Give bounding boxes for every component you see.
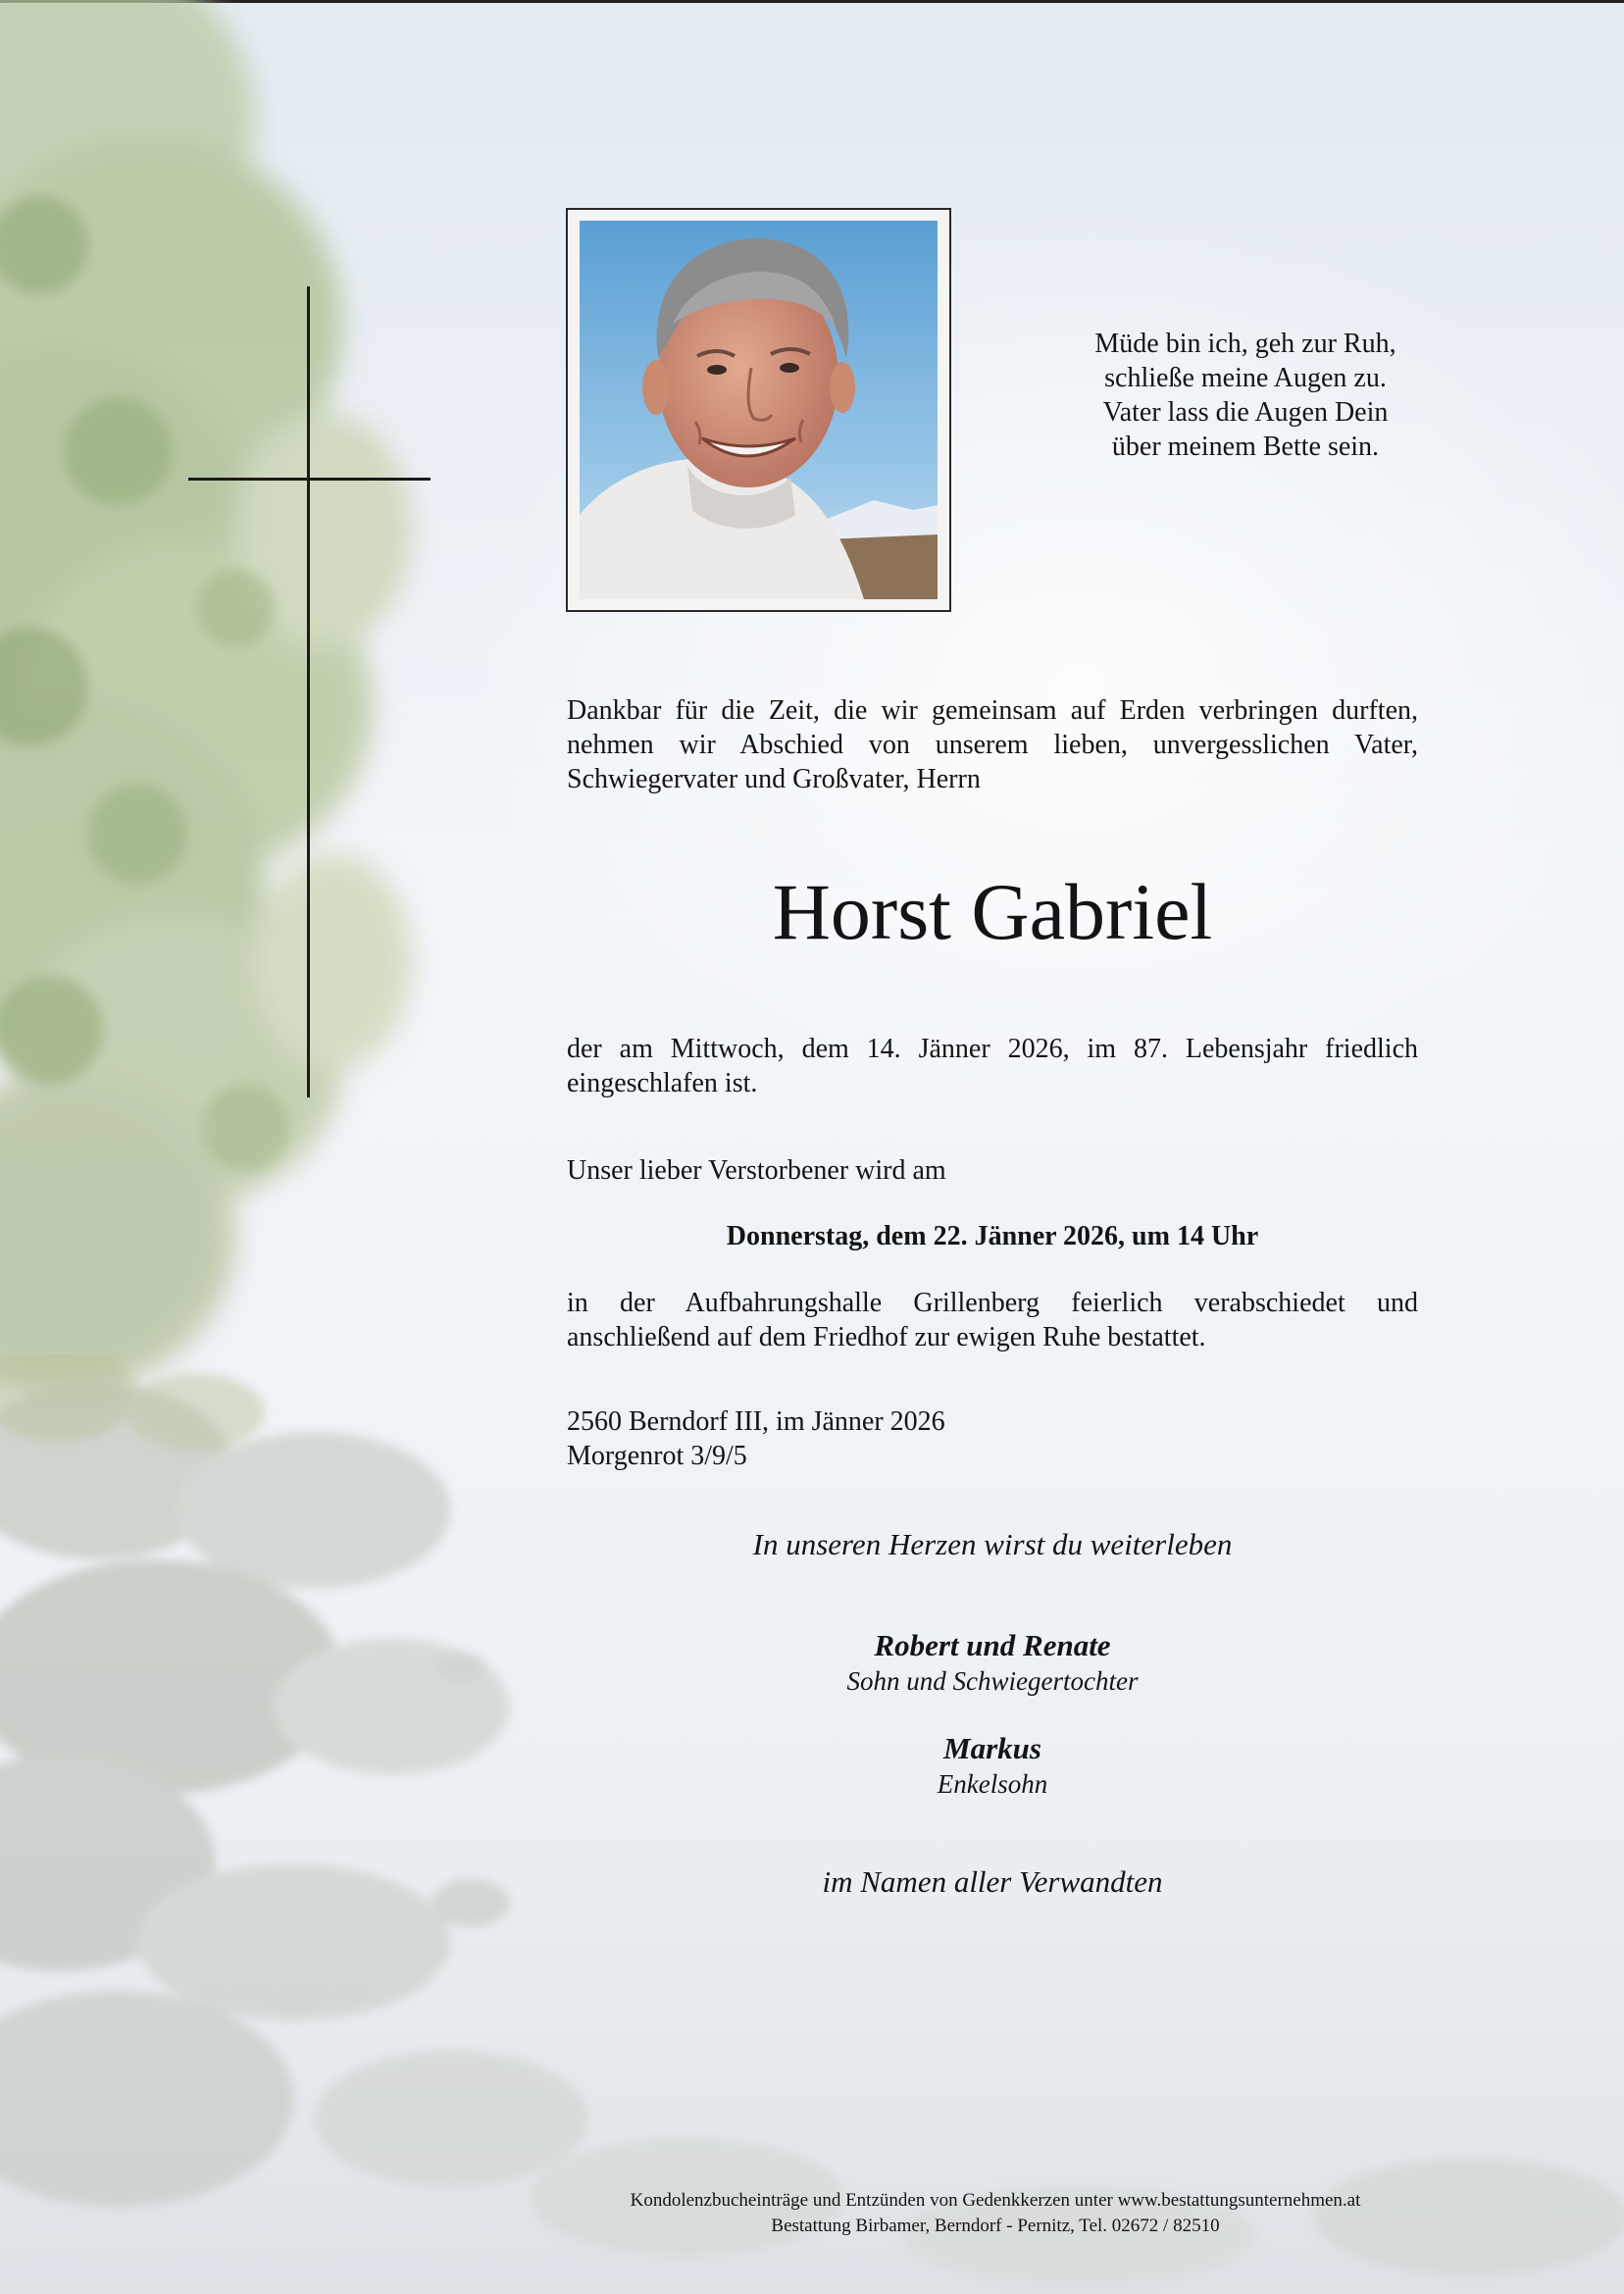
motto: In unseren Herzen wirst du weiterleben	[752, 1527, 1233, 1561]
mourner-relation: Sohn und Schwiegertochter	[846, 1666, 1139, 1696]
intro-line: Dankbar für die Zeit, die wir gemeinsam auf Erden verbringen durften,	[567, 695, 1418, 726]
funeral-home-line: Bestattung Birbamer, Berndorf - Pernitz, Tel. 02672 / 82510	[771, 2216, 1220, 2236]
tree-background-image	[0, 0, 549, 1471]
footer	[530, 2188, 1461, 2239]
place-date-line: 2560 Berndorf III, im Jänner 2026	[567, 1406, 945, 1437]
poem-line: über meinem Bette sein.	[1111, 432, 1380, 462]
funeral-datetime: Donnerstag, dem 22. Jänner 2026, um 14 Uhr	[726, 1221, 1259, 1251]
poem-line: Vater lass die Augen Dein	[1102, 397, 1389, 428]
deceased-name: Horst Gabriel	[772, 867, 1213, 956]
intro-line: Schwiegervater und Großvater, Herrn	[567, 764, 981, 794]
cross-horizontal-bar	[188, 478, 431, 481]
mourner-name: Markus	[943, 1731, 1041, 1765]
transfer-text: Unser lieber Verstorbener wird am	[567, 1155, 946, 1186]
poem-line: Müde bin ich, geh zur Ruh,	[1094, 329, 1396, 359]
place-and-date	[567, 1404, 1418, 1473]
death-notice-line: der am Mittwoch, dem 14. Jänner 2026, im 87. Lebensjahr friedlich	[567, 1034, 1418, 1064]
ceremony-line: anschließend auf dem Friedhof zur ewigen Ruhe bestattet.	[567, 1322, 1206, 1352]
portrait-illustration	[580, 221, 938, 599]
poem-line: schließe meine Augen zu.	[1104, 363, 1387, 393]
mourner-entry	[567, 1627, 1418, 1698]
address-line: Morgenrot 3/9/5	[567, 1441, 747, 1471]
mourner-name: Robert und Renate	[874, 1628, 1111, 1662]
death-notice-line: eingeschlafen ist.	[567, 1068, 758, 1098]
condolence-line: Kondolenzbucheinträge und Entzünden von Gedenkkerzen unter www.bestattungsunternehmen.at	[630, 2190, 1361, 2211]
death-notice	[567, 1032, 1418, 1100]
mourner-relation: Enkelsohn	[937, 1769, 1048, 1799]
portrait-photo	[580, 221, 938, 599]
poem	[1020, 327, 1471, 464]
intro-paragraph	[567, 693, 1418, 796]
portrait-photo-frame	[566, 208, 951, 612]
mourner-entry	[567, 1730, 1418, 1801]
closing-line: im Namen aller Verwandten	[822, 1864, 1163, 1899]
rocky-shore-background-image	[0, 1353, 1624, 2294]
ceremony-paragraph	[567, 1286, 1418, 1354]
ceremony-line: in der Aufbahrungshalle Grillenberg feierlich verabschiedet und	[567, 1288, 1418, 1318]
intro-line: nehmen wir Abschied von unserem lieben, unvergesslichen Vater,	[567, 730, 1418, 760]
cross-vertical-bar	[307, 286, 310, 1097]
